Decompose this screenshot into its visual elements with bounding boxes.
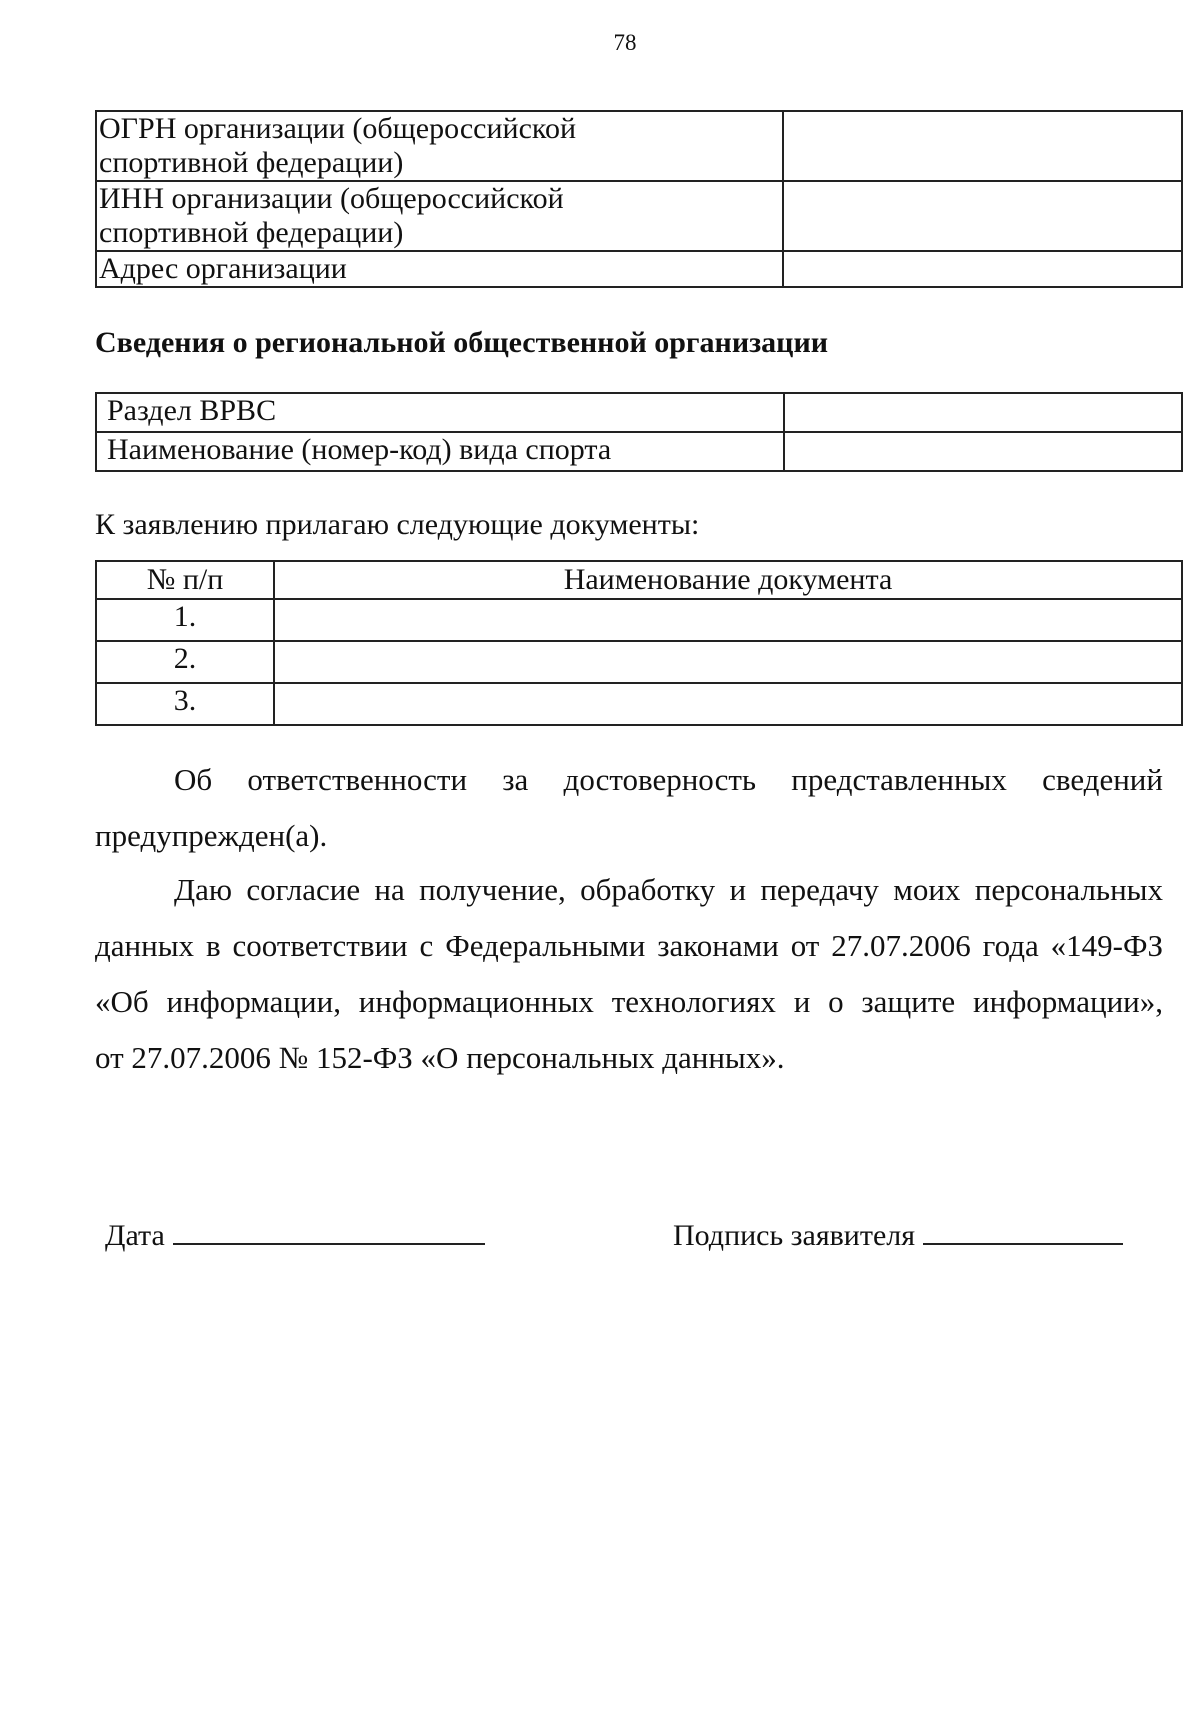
organization-details-table: [95, 110, 1183, 288]
table-header-row: [96, 561, 1182, 599]
address-label: Адрес организации: [96, 251, 783, 287]
document-name-field[interactable]: [274, 641, 1182, 683]
ogrn-value-field[interactable]: [783, 111, 1182, 181]
ogrn-label: ОГРН организации (общероссийской спортивной федерации): [96, 111, 783, 181]
sport-name-field[interactable]: [784, 432, 1182, 471]
table-row: [96, 641, 1182, 683]
inn-label: ИНН организации (общероссийской спортивной федерации): [96, 181, 783, 251]
column-header-number: № п/п: [96, 561, 274, 599]
signature-field-group: [673, 1215, 1123, 1253]
documents-table: [95, 560, 1183, 726]
consent-paragraph: Даю согласие на получение, обработку и передачу моих персональных данных в соответствии с Федеральными законами от 27.07.2006 года «149-ФЗ «Об информации, информационных технологиях и о защите информации», от 27.07.2006 № 152-ФЗ «О персональных данных».: [95, 872, 1163, 1075]
date-field-group: [105, 1215, 485, 1253]
vrvs-section-field[interactable]: [784, 393, 1182, 432]
table-row: [96, 432, 1182, 471]
document-name-field[interactable]: [274, 683, 1182, 725]
sport-name-label: Наименование (номер-код) вида спорта: [96, 432, 784, 471]
table-row: [96, 683, 1182, 725]
row-number: 3.: [96, 683, 274, 725]
page-number: 78: [613, 30, 637, 55]
vrvs-section-label: Раздел ВРВС: [96, 393, 784, 432]
table-row: [96, 599, 1182, 641]
row-number: 2.: [96, 641, 274, 683]
table-row: [96, 181, 1182, 251]
signature-underline-field[interactable]: [923, 1215, 1123, 1245]
document-name-field[interactable]: [274, 599, 1182, 641]
inn-value-field[interactable]: [783, 181, 1182, 251]
date-label: Дата: [105, 1219, 165, 1252]
column-header-document-name: Наименование документа: [274, 561, 1182, 599]
address-value-field[interactable]: [783, 251, 1182, 287]
signature-label: Подпись заявителя: [673, 1219, 916, 1252]
regional-organization-table: [95, 392, 1183, 472]
regional-section-heading: Сведения о региональной общественной организации: [95, 326, 829, 359]
table-row: [96, 111, 1182, 181]
responsibility-paragraph: Об ответственности за достоверность представленных сведений предупрежден(а).: [95, 762, 1163, 853]
table-row: [96, 251, 1182, 287]
date-underline-field[interactable]: [173, 1215, 485, 1245]
row-number: 1.: [96, 599, 274, 641]
documents-intro: К заявлению прилагаю следующие документы:: [95, 508, 700, 541]
table-row: [96, 393, 1182, 432]
